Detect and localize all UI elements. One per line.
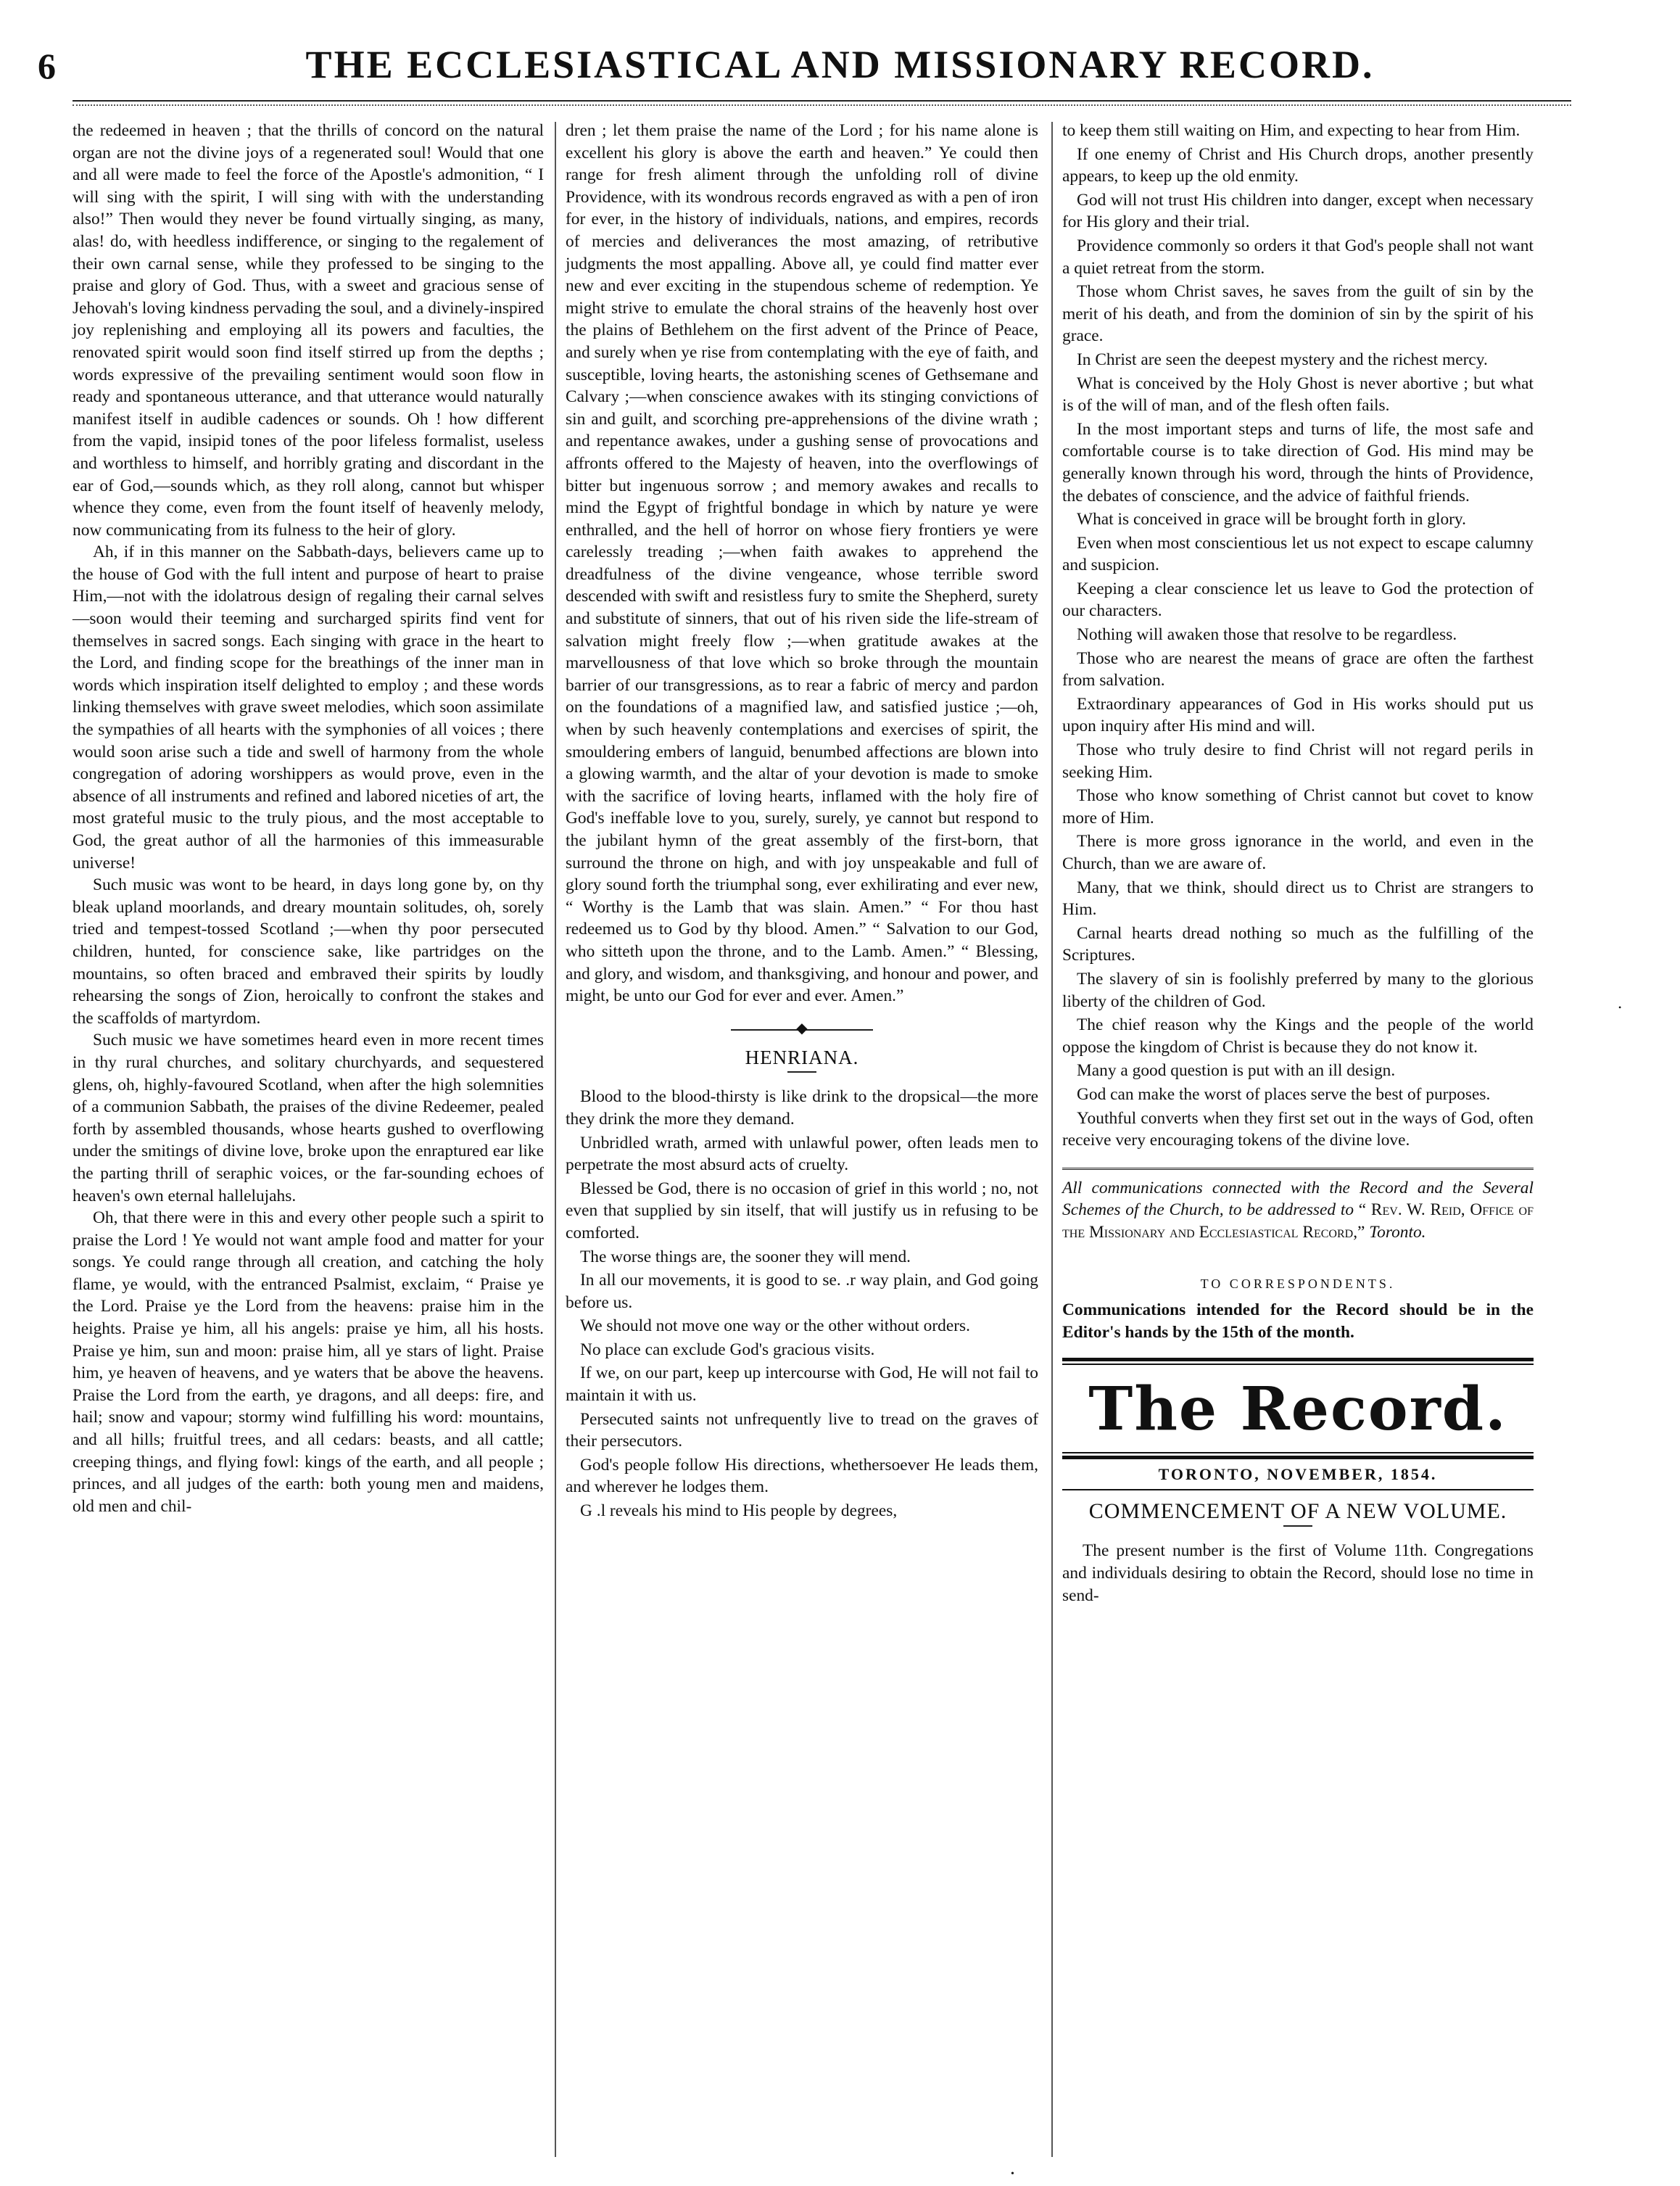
maxim: Persecuted saints not unfrequently live to tread on the graves of their persecutors. (566, 1409, 1038, 1451)
running-title: THE ECCLESIASTICAL AND MISSIONARY RECORD. (305, 43, 1375, 86)
column-2 (566, 120, 1038, 1524)
article-paragraph: Oh, that there were in this and every other people such a spirit to praise the Lord ! Ye would not want ample food and matter for your songs. Ye could range through all creation, and catching the holy flame, ye would, with the entranced Psalmist, exclaim, “ Praise ye the Lord. Praise ye the Lord from the heavens: praise him in the heights. Praise ye him, all his angels: praise ye him, all his hosts. Praise ye him, sun and moon: praise him, all ye stars of light. Praise him, ye heaven of heavens, and ye waters that be above the heavens. Praise the Lord from the earth, ye dragons, and all deeps: fire, and hail; snow and vapour; stormy wind fulfilling his word: mountains, and all hills; fruitful trees, and all cedars: beasts, and all cattle; creeping things, and flying fowl: kings of the earth, and all people ; princes, and all judges of the earth: both young men and maidens, old men and chil- (73, 1208, 544, 1516)
henriana-list (566, 1086, 1038, 1522)
maxim: Blood to the blood-thirsty is like drink to the dropsical—the more they drink the more they demand. (566, 1087, 1038, 1129)
masthead-title: The Record. (1088, 1374, 1507, 1445)
maxim: Those who know something of Christ cannot but covet to know more of Him. (1062, 786, 1534, 828)
maxim: What is conceived in grace will be brought forth in glory. (1077, 510, 1466, 529)
masthead-rule (1062, 1452, 1534, 1459)
communications-notice (1062, 1168, 1534, 1244)
masthead-rule-top (1062, 1358, 1534, 1365)
maxim: No place can exclude God's gracious visits. (580, 1340, 875, 1359)
diamond-ornament-icon: ◆ (796, 1020, 808, 1036)
correspondents-text: Communications intended for the Record should be in the Editor's hands by the 15th of the month. (1062, 1300, 1534, 1342)
notice-address: “ Rev. W. Reid, Office of the Missionary and Ecclesiastical Record,” (1062, 1200, 1534, 1242)
margin-mark: • (1618, 1002, 1622, 1012)
article-paragraph: Ah, if in this manner on the Sabbath-days, believers came up to the house of God with the full intent and purpose of heart to praise Him,—not with the idolatrous design of regaling their carnal selves—soon would their teeming and surcharged spirits find vent for themselves in sacred songs. Each singing with grace in the heart to the Lord, and finding scope for the breathings of the inner man in words which inspiration itself delighted to employ ; and these words linking themselves with grave sweet melodies, which soon assimilate the sympathies of all hearts with the symphonies of all voices ; there would soon arise such a tide and swell of harmony from the whole congregation of adoring worshippers as would prove, even in the absence of all instruments and refined and labored niceties of art, the most grateful music to the truly pious, and the most acceptable to God, the great author of all the harmonies of this immeasurable universe! (73, 543, 544, 873)
maxim: In Christ are seen the deepest mystery and the richest mercy. (1077, 350, 1488, 369)
notice-text: All communications connected with the Record and the Several Schemes of the Church, to be addressed to (1062, 1178, 1534, 1220)
maxim: Even when most conscientious let us not expect to escape calumny and suspicion. (1062, 533, 1534, 575)
maxim: What is conceived by the Holy Ghost is never abortive ; but what is of the will of man, and of the flesh often fails. (1062, 374, 1534, 416)
dateline: TORONTO, NOVEMBER, 1854. (1158, 1465, 1438, 1484)
press-mark: • (1011, 2169, 1014, 2179)
maxim: Many a good question is put with an ill design. (1077, 1061, 1396, 1081)
maxim: If one enemy of Christ and His Church drops, another presently appears, to keep up the old enmity. (1062, 144, 1534, 186)
article-paragraph: Such music we have sometimes heard even in more recent times in thy rural churches, and solitary churchyards, and sequestered glens, oh, highly-favoured Scotland, when after the high solemnities of a communion Sabbath, the praises of the divine Redeemer, pealed forth by assembled thousands, whose hearts gushed to overflowing under the smitings of divine love, broke upon the enraptured ear like the parting thrill of seraphic voices, or the far-sounding echoes of heaven's own eternal hallelujahs. (73, 1031, 544, 1205)
maxim: God's people follow His directions, whethersoever He leads them, and wherever he lodges them. (566, 1455, 1038, 1497)
maxim: God can make the worst of places serve the best of purposes. (1077, 1084, 1491, 1104)
volume-paragraph: The present number is the first of Volume 11th. Congregations and individuals desiring to obtain the Record, should lose no time in send- (1062, 1541, 1534, 1605)
maxim: G .l reveals his mind to His people by degrees, (580, 1501, 898, 1521)
section-ornament (566, 1020, 1038, 1036)
maxim: Unbridled wrath, armed with unlawful power, often leads men to perpetrate the most absurd acts of cruelty. (566, 1133, 1038, 1175)
maxim: Providence commonly so orders it that God's people shall not want a quiet retreat from the storm. (1062, 236, 1534, 278)
maxim: Those who truly desire to find Christ will not regard perils in seeking Him. (1062, 741, 1534, 782)
maxim: We should not move one way or the other without orders. (580, 1316, 970, 1336)
maxim: The chief reason why the Kings and the people of the world oppose the kingdom of Christ is because they do not know it. (1062, 1015, 1534, 1057)
section-rule (787, 1071, 816, 1073)
maxim: Youthful converts when they first set out in the ways of God, often receive very encouraging tokens of the divine love. (1062, 1108, 1534, 1150)
maxim: The worse things are, the sooner they will mend. (580, 1247, 911, 1266)
maxim: Those whom Christ saves, he saves from the guilt of sin by the merit of his death, and from the dominion of sin by the spirit of his grace. (1062, 282, 1534, 346)
column-3 (1062, 120, 1534, 1606)
correspondents-title: TO CORRESPONDENTS. (1200, 1276, 1396, 1291)
maxim: The slavery of sin is foolishly preferred by many to the glorious liberty of the children of God. (1062, 969, 1534, 1011)
maxim: to keep them still waiting on Him, and expecting to hear from Him. (1062, 121, 1520, 140)
maxim: Extraordinary appearances of God in His works should put us upon inquiry after His mind and will. (1062, 694, 1534, 736)
maxim: Carnal hearts dread nothing so much as the fulfilling of the Scriptures. (1062, 923, 1534, 965)
column-1 (73, 120, 544, 1517)
maxim: In all our movements, it is good to se. .r way plain, and God going before us. (566, 1271, 1038, 1312)
section-title-henriana: HENRIANA. (745, 1046, 859, 1068)
article-paragraph: Such music was wont to be heard, in days long gone by, on thy bleak upland moorlands, and dreary mountain solitudes, oh, sorely tried and tempest-tossed Scotland ;—when thy poor persecuted children, hunted, for conscience sake, like partridges on the mountains, so often braced and embraved their spirits by loudly rehearsing the songs of Zion, heroically to confront the stakes and the scaffolds of martyrdom. (73, 875, 544, 1028)
maxim: God will not trust His children into danger, except when necessary for His glory and their trial. (1062, 190, 1534, 232)
article-paragraph: the redeemed in heaven ; that the thrills of concord on the natural organ are not the divine joys of a regenerated soul! Would that one and all were made to feel the force of the Apostle's admonition, “ I will sing with the spirit, I will sing with with the understanding also!” Then would they never be found virtually singing, as many, alas! do, with heedless indifference, or singing to the regalement of their own carnal sense, while they professed to be singing to the praise and glory of God. Thus, with a sweet and gracious sense of Jehovah's loving kindness pervading the soul, and a divinely-inspired joy replenishing and employing all its powers and faculties, the renovated spirit would soon find itself stirred up from the depths ; words expressive of the prevailing sentiment would soon flow in ready and spontaneous utterance, and that utterance would naturally manifest itself in audible cadences or sounds. Oh ! how different from the vapid, insipid tones of the poor lifeless formalist, useless and worthless to himself, and horribly grating and discordant in the ear of God,—sounds which, as they roll along, cannot but whisper whence they come, even from the fount itself of heavenly melody, now communicating from its fulness to the heir of glory. (73, 121, 544, 540)
maxim: Blessed be God, there is no occasion of grief in this world ; no, not even that supplied by sin itself, that will justify us in refusing to be comforted. (566, 1179, 1038, 1242)
maxim: Those who are nearest the means of grace are often the farthest from salvation. (1062, 648, 1534, 690)
section-rule (1283, 1525, 1312, 1527)
henriana-list-continued (1062, 120, 1534, 1152)
notice-city: Toronto. (1369, 1222, 1426, 1242)
maxim: Many, that we think, should direct us to Christ are strangers to Him. (1062, 878, 1534, 920)
page-number: 6 (38, 46, 56, 86)
column-divider-2 (1051, 122, 1053, 2157)
maxim: If we, on our part, keep up intercourse with God, He will not fail to maintain it with us. (566, 1364, 1038, 1406)
maxim: In the most important steps and turns of life, the most safe and comfortable course is to take direction of God. His mind may be generally known through his word, through the hints of Providence, the debates of conscience, and the advice of faithful friends. (1062, 419, 1534, 506)
maxim: Nothing will awaken those that resolve to be regardless. (1077, 625, 1457, 645)
dateline-rule (1062, 1489, 1534, 1490)
maxim: Keeping a clear conscience let us leave to God the protection of our characters. (1062, 579, 1534, 621)
volume-heading: COMMENCEMENT OF A NEW VOLUME. (1088, 1498, 1507, 1523)
column-divider-1 (555, 122, 556, 2157)
header-rule (73, 100, 1571, 106)
article-paragraph: dren ; let them praise the name of the Lord ; for his name alone is excellent his glory is above the earth and heaven.” Ye could then range for fresh aliment through the unfolding roll of divine Providence, with its wondrous records engraved as with a pen of iron for ever, in the history of individuals, nations, and empires, records of mercies and deliverances the most amazing, of retributive judgments the most appalling. Above all, ye could find matter ever new and ever exciting in the stupendous scheme of redemption. Ye might strive to emulate the choral strains of the heavenly host over the plains of Bethlehem on the first advent of the Prince of Peace, and surely when ye rise from contemplating with the eye of faith, and susceptible, loving hearts, the astonishing scenes of Gethsemane and Calvary ;—when conscience awakes with its stinging convictions of sin and guilt, and scorching pre-apprehensions of the divine wrath ; and repentance awakes, under a gushing sense of provocations and affronts offered to the Majesty of heaven, into the overflowings of bitter but ingenuous sorrow ; and memory awakes and recalls to mind the Egypt of frightful bondage in which by nature ye were enthralled, and the hell of horror on whose fiery frontiers ye were carelessly treading ;—when faith awakes to apprehend the dreadfulness of the divine vengeance, whose terrible sword descended with swift and resistless fury to smite the Shepherd, surety and substitute of sinners, that out of his riven side the life-stream of salvation might freely flow ;—when gratitude awakes at the marvellousness of that love which so broke through the mountain barrier of our transgressions, as to rear a fabric of mercy and pardon on the foundations of a magnified law, and satisfied justice ;—oh, when by such heavenly contemplations and exercises of spirit, the smouldering embers of languid, benumbed affections are blown into a glowing warmth, and the altar of your devotion is made to smoke with the sacrifice of loving hearts, inflamed with the holy fire of God's ineffable love to you, surely, surely, ye cannot but respond to the jubilant hymn of the great assembly of the first-born, that surround the throne on high, and with joy unspeakable and full of glory sound forth the triumphal song, ever exhilirating and ever new, “ Worthy is the Lamb that was slain. Amen.” “ For thou hast redeemed us to God by thy blood. Amen.” “ Salvation to our God, who sitteth upon the throne, and to the Lamb. Amen.” “ Blessing, and glory, and wisdom, and thanksgiving, and honour and power, and might, be unto our God for ever and ever. Amen.” (566, 121, 1038, 1006)
maxim: There is more gross ignorance in the world, and even in the Church, than we are aware of. (1062, 832, 1534, 873)
